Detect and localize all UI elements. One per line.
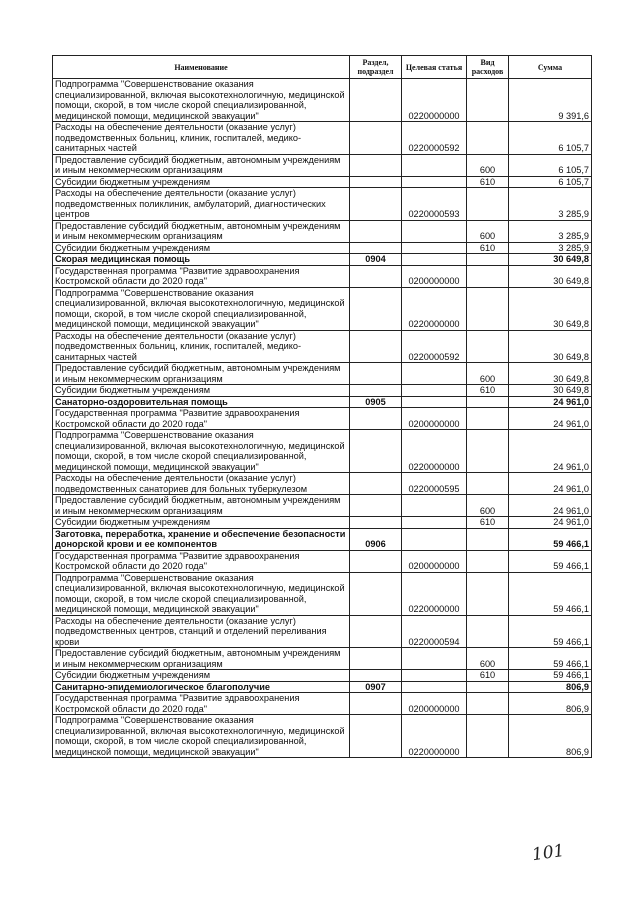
row-section [350,122,402,155]
row-target [402,385,467,397]
row-name: Государственная программа "Развитие здравоохранения Костромской области до 2020 года" [53,550,350,572]
row-section [350,517,402,529]
table-row [53,528,592,550]
row-target [402,648,467,670]
row-section [350,670,402,682]
row-name: Подпрограмма "Совершенствование оказания специализированной, включая высокотехнологичную, медицинской помощи, скорой, в том числе скорой специализированной, медицинской помощи, медицинской эвакуации" [53,79,350,122]
row-target [402,220,467,242]
row-section [350,693,402,715]
row-target: 0220000592 [402,122,467,155]
row-section [350,715,402,758]
row-target [402,517,467,529]
row-sum: 24 961,0 [509,408,592,430]
row-target: 0200000000 [402,693,467,715]
row-name: Заготовка, переработка, хранение и обеспечение безопасности донорской крови и ее компонентов [53,528,350,550]
table-row [53,122,592,155]
row-sum: 30 649,8 [509,254,592,266]
row-section [350,287,402,330]
row-name: Субсидии бюджетным учреждениям [53,242,350,254]
row-kind [467,681,509,693]
row-sum: 59 466,1 [509,572,592,615]
row-name: Подпрограмма "Совершенствование оказания специализированной, включая высокотехнологичную, медицинской помощи, скорой, в том числе скорой специализированной, медицинской помощи, медицинской эвакуации" [53,287,350,330]
row-sum: 3 285,9 [509,188,592,221]
row-kind [467,550,509,572]
row-target: 0220000594 [402,615,467,648]
row-section [350,615,402,648]
page-number: 101 [530,840,566,866]
table-row [53,287,592,330]
row-section: 0905 [350,396,402,408]
row-name: Расходы на обеспечение деятельности (оказание услуг) подведомственных больниц, клиник, госпиталей, медико-санитарных частей [53,330,350,363]
row-name: Подпрограмма "Совершенствование оказания специализированной, включая высокотехнологичную, медицинской помощи, скорой, в том числе скорой специализированной, медицинской помощи, медицинской эвакуации" [53,572,350,615]
row-kind: 600 [467,648,509,670]
table-row [53,242,592,254]
row-kind [467,396,509,408]
row-sum: 59 466,1 [509,648,592,670]
header-section: Раздел, подраздел [350,56,402,79]
row-section [350,572,402,615]
table-row [53,385,592,397]
row-kind [467,615,509,648]
row-name: Субсидии бюджетным учреждениям [53,517,350,529]
header-name: Наименование [53,56,350,79]
table-row [53,176,592,188]
row-kind: 610 [467,176,509,188]
row-name: Субсидии бюджетным учреждениям [53,176,350,188]
row-name: Предоставление субсидий бюджетным, автономным учреждениям и иным некоммерческим организациям [53,363,350,385]
header-kind: Вид расходов [467,56,509,79]
row-section [350,154,402,176]
row-section [350,265,402,287]
row-target [402,396,467,408]
row-sum: 24 961,0 [509,396,592,408]
table-row [53,396,592,408]
row-section [350,550,402,572]
row-sum: 6 105,7 [509,154,592,176]
row-kind [467,572,509,615]
row-name: Подпрограмма "Совершенствование оказания специализированной, включая высокотехнологичную, медицинской помощи, скорой, в том числе скорой специализированной, медицинской помощи, медицинской эвакуации" [53,715,350,758]
row-kind: 610 [467,670,509,682]
table-row [53,550,592,572]
row-section [350,430,402,473]
row-target [402,254,467,266]
table-row [53,473,592,495]
row-section [350,408,402,430]
row-kind: 600 [467,220,509,242]
row-section [350,176,402,188]
budget-table [52,55,592,758]
table-row [53,265,592,287]
row-name: Скорая медицинская помощь [53,254,350,266]
row-name: Предоставление субсидий бюджетным, автономным учреждениям и иным некоммерческим организациям [53,648,350,670]
row-kind: 610 [467,242,509,254]
table-header-row [53,56,592,79]
table-row [53,715,592,758]
row-kind: 610 [467,385,509,397]
row-name: Предоставление субсидий бюджетным, автономным учреждениям и иным некоммерческим организациям [53,154,350,176]
table-row [53,363,592,385]
table-row [53,220,592,242]
row-sum: 24 961,0 [509,430,592,473]
row-sum: 30 649,8 [509,330,592,363]
row-section: 0907 [350,681,402,693]
table-body [53,79,592,758]
table-row [53,430,592,473]
row-name: Санитарно-эпидемиологическое благополучие [53,681,350,693]
row-section: 0904 [350,254,402,266]
row-kind: 610 [467,517,509,529]
row-section [350,220,402,242]
row-kind: 600 [467,363,509,385]
row-sum: 30 649,8 [509,363,592,385]
row-section [350,242,402,254]
row-sum: 59 466,1 [509,528,592,550]
row-target [402,681,467,693]
row-section [350,79,402,122]
row-section [350,495,402,517]
row-target [402,363,467,385]
row-section [350,385,402,397]
row-name: Субсидии бюджетным учреждениям [53,385,350,397]
row-kind [467,254,509,266]
row-kind [467,408,509,430]
row-section [350,473,402,495]
row-sum: 59 466,1 [509,670,592,682]
row-name: Расходы на обеспечение деятельности (оказание услуг) подведомственных центров, станций и отделений переливания крови [53,615,350,648]
row-section: 0906 [350,528,402,550]
row-sum: 24 961,0 [509,473,592,495]
row-name: Государственная программа "Развитие здравоохранения Костромской области до 2020 года" [53,265,350,287]
row-target: 0220000000 [402,79,467,122]
row-target: 0220000000 [402,715,467,758]
row-kind: 600 [467,495,509,517]
row-target: 0220000593 [402,188,467,221]
table-row [53,154,592,176]
row-name: Расходы на обеспечение деятельности (оказание услуг) подведомственных больниц, клиник, госпиталей, медико-санитарных частей [53,122,350,155]
row-name: Расходы на обеспечение деятельности (оказание услуг) подведомственных санаториев для больных туберкулезом [53,473,350,495]
row-target [402,528,467,550]
table-row [53,615,592,648]
table-row [53,693,592,715]
row-sum: 3 285,9 [509,220,592,242]
table-row [53,572,592,615]
row-target [402,176,467,188]
row-sum: 6 105,7 [509,176,592,188]
row-name: Государственная программа "Развитие здравоохранения Костромской области до 2020 года" [53,693,350,715]
row-kind [467,528,509,550]
table-row [53,330,592,363]
row-sum: 6 105,7 [509,122,592,155]
row-name: Санаторно-оздоровительная помощь [53,396,350,408]
row-section [350,648,402,670]
row-kind [467,430,509,473]
row-sum: 24 961,0 [509,517,592,529]
row-sum: 59 466,1 [509,615,592,648]
row-target: 0220000000 [402,430,467,473]
row-name: Расходы на обеспечение деятельности (оказание услуг) подведомственных поликлиник, амбулаторий, диагностических центров [53,188,350,221]
row-kind [467,188,509,221]
row-target: 0220000592 [402,330,467,363]
table-row [53,648,592,670]
row-sum: 59 466,1 [509,550,592,572]
row-kind [467,715,509,758]
row-name: Субсидии бюджетным учреждениям [53,670,350,682]
row-target: 0200000000 [402,550,467,572]
row-kind [467,693,509,715]
table-row [53,495,592,517]
row-sum: 24 961,0 [509,495,592,517]
row-kind [467,265,509,287]
table-row [53,681,592,693]
table-row [53,79,592,122]
row-sum: 30 649,8 [509,287,592,330]
row-kind [467,79,509,122]
row-target [402,670,467,682]
row-kind [467,473,509,495]
row-sum: 806,9 [509,715,592,758]
table-row [53,254,592,266]
row-target [402,242,467,254]
header-target: Целевая статья [402,56,467,79]
row-target: 0200000000 [402,408,467,430]
row-name: Предоставление субсидий бюджетным, автономным учреждениям и иным некоммерческим организациям [53,495,350,517]
header-sum: Сумма [509,56,592,79]
row-kind [467,287,509,330]
row-target [402,154,467,176]
row-section [350,188,402,221]
table-row [53,517,592,529]
row-name: Подпрограмма "Совершенствование оказания специализированной, включая высокотехнологичную, медицинской помощи, скорой, в том числе скорой специализированной, медицинской помощи, медицинской эвакуации" [53,430,350,473]
row-name: Предоставление субсидий бюджетным, автономным учреждениям и иным некоммерческим организациям [53,220,350,242]
row-kind [467,122,509,155]
row-target: 0220000000 [402,287,467,330]
row-kind [467,330,509,363]
row-sum: 806,9 [509,681,592,693]
row-name: Государственная программа "Развитие здравоохранения Костромской области до 2020 года" [53,408,350,430]
row-sum: 9 391,6 [509,79,592,122]
row-kind: 600 [467,154,509,176]
row-sum: 30 649,8 [509,385,592,397]
row-sum: 30 649,8 [509,265,592,287]
table-row [53,670,592,682]
row-target: 0220000595 [402,473,467,495]
row-target [402,495,467,517]
row-target: 0220000000 [402,572,467,615]
table-row [53,408,592,430]
row-sum: 806,9 [509,693,592,715]
row-target: 0200000000 [402,265,467,287]
row-sum: 3 285,9 [509,242,592,254]
row-section [350,363,402,385]
row-section [350,330,402,363]
table-row [53,188,592,221]
